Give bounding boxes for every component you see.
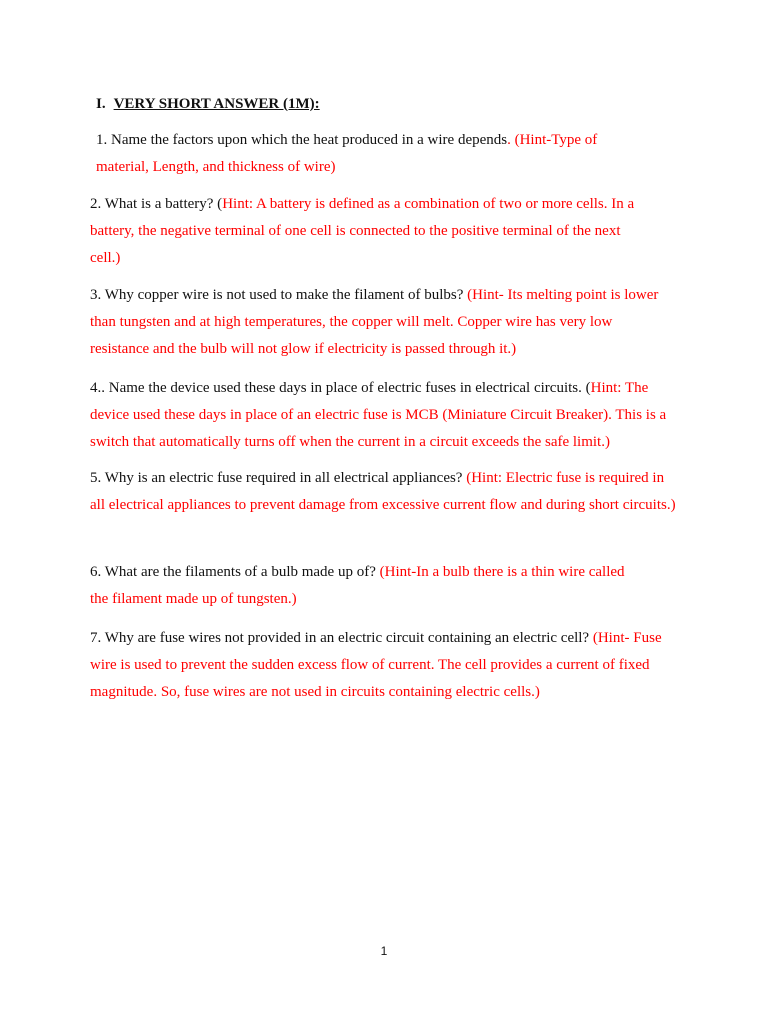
question-4-hint: Hint: The device used these days in place of an electric fuse is MCB (Miniature Circuit Breaker). This is a switch that automatically turns off when the current in a circuit exceeds the safe limit.) (90, 380, 667, 450)
section-heading (96, 95, 320, 113)
question-4-text: 4.. Name the device used these days in place of electric fuses in electrical circuits. ( (90, 380, 591, 396)
question-1-hint: . (Hint-Type of material, Length, and thickness of wire) (96, 132, 598, 175)
question-7 (90, 625, 676, 705)
question-3 (90, 282, 672, 362)
question-2-text: 2. What is a battery? ( (90, 196, 223, 212)
question-6-hint: (Hint-In a bulb there is a thin wire called the filament made up of tungsten.) (90, 564, 625, 607)
question-1 (96, 127, 636, 181)
section-number: I. (96, 96, 106, 112)
question-3-hint: (Hint- Its melting point is lower than tungsten and at high temperatures, the copper will melt. Copper wire has very low resistance and the bulb will not glow if electricity is passed through it.) (90, 287, 659, 357)
question-5-hint: (Hint: Electric fuse is required in all electrical appliances to prevent damage from excessive current flow and during short circuits.) (90, 470, 676, 513)
question-7-text: 7. Why are fuse wires not provided in an electric circuit containing an electric cell? (90, 630, 593, 646)
question-4 (90, 375, 672, 455)
question-7-hint: (Hint- Fuse wire is used to prevent the sudden excess flow of current. The cell provides a current of fixed magnitude. So, fuse wires are not used in circuits containing electric cells.) (90, 630, 662, 700)
page-number: 1 (380, 944, 388, 958)
question-3-text: 3. Why copper wire is not used to make the filament of bulbs? (90, 287, 468, 303)
question-2-hint: Hint: A battery is defined as a combination of two or more cells. In a battery, the negative terminal of one cell is connected to the positive terminal of the next cell.) (90, 196, 635, 266)
question-6-text: 6. What are the filaments of a bulb made up of? (90, 564, 380, 580)
question-1-text: 1. Name the factors upon which the heat produced in a wire depends (96, 132, 508, 148)
question-6 (90, 559, 642, 613)
question-2 (90, 191, 652, 271)
question-5 (90, 465, 676, 519)
question-5-text: 5. Why is an electric fuse required in all electrical appliances? (90, 470, 467, 486)
section-title: VERY SHORT ANSWER (1M): (113, 96, 320, 112)
